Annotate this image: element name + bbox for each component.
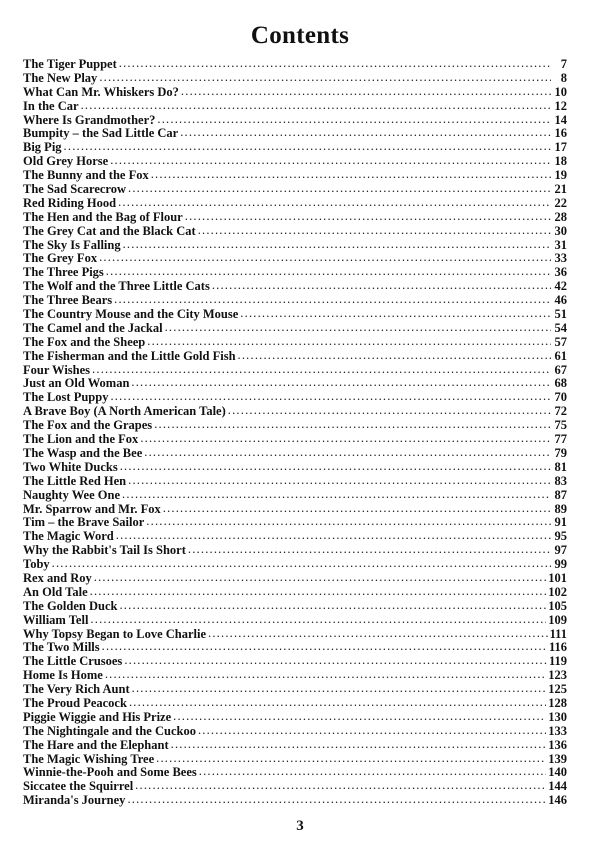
toc-entry-title: The Magic Word <box>23 529 114 544</box>
dot-leader <box>52 557 551 571</box>
toc-entry-title: The Tiger Puppet <box>23 57 117 71</box>
toc-entry-page: 12 <box>554 98 567 113</box>
toc-entry-title: Why Topsy Began to Love Charlie <box>23 626 207 641</box>
dot-leader <box>154 418 551 432</box>
dot-leader <box>198 724 546 738</box>
toc-entry <box>23 308 567 322</box>
toc-entry-title: Bumpity – the Sad Little Car <box>23 126 179 141</box>
toc-entry-title: A Brave Boy (A North American Tale) <box>23 404 226 419</box>
toc-entry <box>23 211 567 225</box>
dot-leader <box>118 196 551 210</box>
toc-entry-page: 95 <box>554 529 567 544</box>
toc-entry-page: 16 <box>554 126 567 141</box>
toc-entry-title: The Magic Wishing Tree <box>23 751 155 766</box>
toc-entry-title: Piggie Wiggie and His Prize <box>23 709 172 724</box>
toc-entry-page: 81 <box>554 459 567 474</box>
toc-entry-title: The Bunny and the Fox <box>23 168 149 183</box>
dot-leader <box>163 502 551 516</box>
toc-entry <box>23 586 567 600</box>
toc-entry <box>23 405 567 419</box>
page-title: Contents <box>250 22 350 49</box>
toc-entry-title: Four Wishes <box>23 362 91 377</box>
toc-entry-title: Winnie-the-Pooh and Some Bees <box>23 765 197 780</box>
toc-entry-page: 125 <box>548 682 567 697</box>
toc-entry-page: 130 <box>548 709 567 724</box>
toc-entry-page: 33 <box>554 251 567 266</box>
toc-entry-page: 77 <box>554 432 567 447</box>
dot-leader <box>116 529 551 543</box>
toc-entry-page: 17 <box>554 140 567 155</box>
dot-leader <box>181 85 551 99</box>
toc-entry-title: The Hen and the Bag of Flour <box>23 209 183 224</box>
toc-entry <box>23 433 567 447</box>
toc-entry-page: 87 <box>554 487 567 502</box>
toc-entry <box>23 780 567 794</box>
toc-entry-page: 68 <box>554 376 567 391</box>
toc-entry-page: 119 <box>548 654 567 669</box>
toc-entry-page: 102 <box>548 584 567 599</box>
toc-entry-title: The Sky Is Falling <box>23 237 121 252</box>
dot-leader <box>132 682 547 696</box>
toc-entry <box>23 711 567 725</box>
toc-entry <box>23 141 567 155</box>
toc-entry <box>23 266 567 280</box>
toc-entry <box>23 697 567 711</box>
toc-entry-title: Tim – the Brave Sailor <box>23 515 145 530</box>
toc-entry-title: The Little Red Hen <box>23 473 127 488</box>
dot-leader <box>110 154 551 168</box>
dot-leader <box>157 113 551 127</box>
dot-leader <box>140 432 551 446</box>
toc-entry-title: The Wasp and the Bee <box>23 445 143 460</box>
toc-entry-title: The Fox and the Sheep <box>23 334 146 349</box>
toc-entry <box>23 225 567 239</box>
toc-entry-title: The Hare and the Elephant <box>23 737 169 752</box>
dot-leader <box>173 710 546 724</box>
toc-entry-page: 54 <box>554 320 567 335</box>
toc-entry-title: The Three Pigs <box>23 265 104 280</box>
dot-leader <box>180 126 551 140</box>
toc-entry-page: 136 <box>548 737 567 752</box>
toc-entry <box>23 753 567 767</box>
toc-entry-title: Home Is Home <box>23 668 103 683</box>
toc-entry-title: What Can Mr. Whiskers Do? <box>23 84 179 99</box>
dot-leader <box>135 779 546 793</box>
toc-entry <box>23 377 567 391</box>
dot-leader <box>99 71 551 85</box>
dot-leader <box>64 140 551 154</box>
toc-entry-title: William Tell <box>23 612 89 627</box>
toc-entry-title: Old Grey Horse <box>23 154 109 169</box>
toc-entry-page: 46 <box>554 293 567 308</box>
dot-leader <box>124 654 547 668</box>
toc-entry-title: Siccatee the Squirrel <box>23 779 134 794</box>
toc-entry <box>23 475 567 489</box>
toc-entry-title: Just an Old Woman <box>23 376 130 391</box>
toc-entry-page: 101 <box>548 570 567 585</box>
toc-entry-page: 18 <box>554 154 567 169</box>
toc-entry <box>23 628 567 642</box>
toc-entry-title: Naughty Wee One <box>23 487 120 502</box>
toc-entry <box>23 322 567 336</box>
toc-entry <box>23 530 567 544</box>
toc-entry-title: The Wolf and the Three Little Cats <box>23 279 210 294</box>
toc-entry-page: 146 <box>548 793 567 808</box>
toc-entry <box>23 252 567 266</box>
toc-entry <box>23 683 567 697</box>
dot-leader <box>81 99 551 113</box>
toc-entry <box>23 489 567 503</box>
toc-entry-title: The Little Crusoes <box>23 654 123 669</box>
toc-entry-page: 30 <box>554 223 567 238</box>
toc-entry-title: The Two Mills <box>23 640 100 655</box>
toc-entry-page: 22 <box>554 195 567 210</box>
toc-entry <box>23 239 567 253</box>
toc-entry-title: The Fox and the Grapes <box>23 418 153 433</box>
toc-entry <box>23 794 567 808</box>
toc-entry-page: 70 <box>554 390 567 405</box>
toc-entry <box>23 600 567 614</box>
dot-leader <box>208 627 548 641</box>
toc-entry-title: In the Car <box>23 98 79 113</box>
dot-leader <box>131 376 551 390</box>
toc-entry <box>23 72 567 86</box>
toc-entry-page: 31 <box>554 237 567 252</box>
toc-entry <box>23 197 567 211</box>
dot-leader <box>90 613 546 627</box>
toc-entry-page: 36 <box>554 265 567 280</box>
toc-entry <box>23 58 567 72</box>
toc-entry <box>23 169 567 183</box>
toc-entry-page: 51 <box>554 307 567 322</box>
toc-entry-title: Two White Ducks <box>23 459 118 474</box>
toc-entry-page: 91 <box>554 515 567 530</box>
toc-entry-title: The Very Rich Aunt <box>23 682 130 697</box>
dot-leader <box>151 168 551 182</box>
toc-entry-title: Rex and Roy <box>23 570 92 585</box>
dot-leader <box>128 182 551 196</box>
toc-entry <box>23 280 567 294</box>
dot-leader <box>198 224 551 238</box>
toc-entry <box>23 614 567 628</box>
toc-entry-title: The Lion and the Fox <box>23 432 139 447</box>
toc-entry-title: The Three Bears <box>23 293 113 308</box>
toc-entry-title: Mr. Sparrow and Mr. Fox <box>23 501 161 516</box>
toc-entry-page: 139 <box>548 751 567 766</box>
toc-entry-page: 116 <box>548 640 567 655</box>
toc-entry-title: The Proud Peacock <box>23 695 127 710</box>
toc-entry-page: 111 <box>549 626 567 641</box>
toc-entry <box>23 572 567 586</box>
toc-entry-page: 21 <box>554 182 567 197</box>
toc-entry <box>23 655 567 669</box>
dot-leader <box>238 349 551 363</box>
toc-entry <box>23 544 567 558</box>
toc-entry-page: 128 <box>548 695 567 710</box>
toc-entry-title: The Sad Scarecrow <box>23 182 127 197</box>
dot-leader <box>102 640 547 654</box>
dot-leader <box>92 363 551 377</box>
dot-leader <box>185 210 551 224</box>
toc-entry <box>23 419 567 433</box>
toc-entry-page: 19 <box>554 168 567 183</box>
toc-entry-title: Toby <box>23 557 50 572</box>
dot-leader <box>199 765 547 779</box>
toc-entry <box>23 391 567 405</box>
table-of-contents <box>23 58 567 808</box>
toc-entry-page: 133 <box>548 723 567 738</box>
toc-entry <box>23 558 567 572</box>
toc-entry-page: 75 <box>554 418 567 433</box>
toc-entry <box>23 739 567 753</box>
dot-leader <box>110 390 551 404</box>
toc-entry <box>23 516 567 530</box>
dot-leader <box>94 571 546 585</box>
dot-leader <box>122 488 551 502</box>
toc-entry-page: 144 <box>548 779 567 794</box>
dot-leader <box>119 57 551 71</box>
toc-entry-title: Why the Rabbit's Tail Is Short <box>23 543 186 558</box>
dot-leader <box>228 404 551 418</box>
dot-leader <box>171 738 547 752</box>
dot-leader <box>106 265 551 279</box>
toc-entry-page: 105 <box>548 598 567 613</box>
toc-entry-page: 140 <box>548 765 567 780</box>
dot-leader <box>90 585 547 599</box>
toc-entry-title: The Fisherman and the Little Gold Fish <box>23 348 236 363</box>
toc-entry <box>23 364 567 378</box>
toc-entry <box>23 127 567 141</box>
dot-leader <box>144 446 551 460</box>
dot-leader <box>129 696 546 710</box>
toc-entry <box>23 294 567 308</box>
toc-entry-title: The Camel and the Jackal <box>23 320 163 335</box>
toc-entry <box>23 86 567 100</box>
toc-entry-page: 67 <box>554 362 567 377</box>
dot-leader <box>105 668 546 682</box>
toc-entry-title: The New Play <box>23 70 98 85</box>
dot-leader <box>119 599 546 613</box>
toc-entry-title: The Country Mouse and the City Mouse <box>23 307 239 322</box>
dot-leader <box>127 793 546 807</box>
dot-leader <box>212 279 551 293</box>
dot-leader <box>120 460 551 474</box>
toc-entry-page: 79 <box>554 445 567 460</box>
toc-entry-title: Red Riding Hood <box>23 195 117 210</box>
toc-entry <box>23 114 567 128</box>
toc-entry-title: Big Pig <box>23 140 62 155</box>
toc-entry-title: Miranda's Journey <box>23 793 126 808</box>
toc-entry-page: 97 <box>554 543 567 558</box>
toc-entry-page: 61 <box>554 348 567 363</box>
toc-entry <box>23 669 567 683</box>
toc-entry <box>23 155 567 169</box>
dot-leader <box>147 335 551 349</box>
dot-leader <box>99 251 551 265</box>
dot-leader <box>240 307 551 321</box>
toc-entry <box>23 641 567 655</box>
toc-entry-title: The Nightingale and the Cuckoo <box>23 723 196 738</box>
toc-entry-page: 8 <box>560 70 567 85</box>
toc-entry <box>23 503 567 517</box>
toc-entry-title: The Lost Puppy <box>23 390 109 405</box>
dot-leader <box>146 515 551 529</box>
toc-entry-page: 7 <box>560 57 567 71</box>
page-number: 3 <box>296 818 304 834</box>
toc-entry <box>23 447 567 461</box>
toc-entry <box>23 100 567 114</box>
toc-entry-page: 123 <box>548 668 567 683</box>
toc-entry-title: The Grey Cat and the Black Cat <box>23 223 196 238</box>
toc-entry-page: 14 <box>554 112 567 127</box>
dot-leader <box>165 321 551 335</box>
dot-leader <box>128 474 551 488</box>
dot-leader <box>156 752 546 766</box>
toc-entry <box>23 350 567 364</box>
dot-leader <box>188 543 551 557</box>
toc-entry-page: 42 <box>554 279 567 294</box>
toc-entry-page: 28 <box>554 209 567 224</box>
dot-leader <box>123 238 551 252</box>
toc-entry-page: 57 <box>554 334 567 349</box>
toc-entry <box>23 461 567 475</box>
toc-entry-title: The Grey Fox <box>23 251 98 266</box>
toc-entry <box>23 336 567 350</box>
toc-entry-title: The Golden Duck <box>23 598 118 613</box>
toc-entry-title: Where Is Grandmother? <box>23 112 156 127</box>
toc-entry-title: An Old Tale <box>23 584 88 599</box>
toc-entry-page: 89 <box>554 501 567 516</box>
toc-entry <box>23 766 567 780</box>
toc-entry-page: 72 <box>554 404 567 419</box>
toc-entry-page: 10 <box>554 84 567 99</box>
toc-entry-page: 83 <box>554 473 567 488</box>
toc-entry-page: 109 <box>548 612 567 627</box>
toc-entry <box>23 183 567 197</box>
dot-leader <box>114 293 551 307</box>
toc-entry <box>23 725 567 739</box>
toc-entry-page: 99 <box>554 557 567 572</box>
